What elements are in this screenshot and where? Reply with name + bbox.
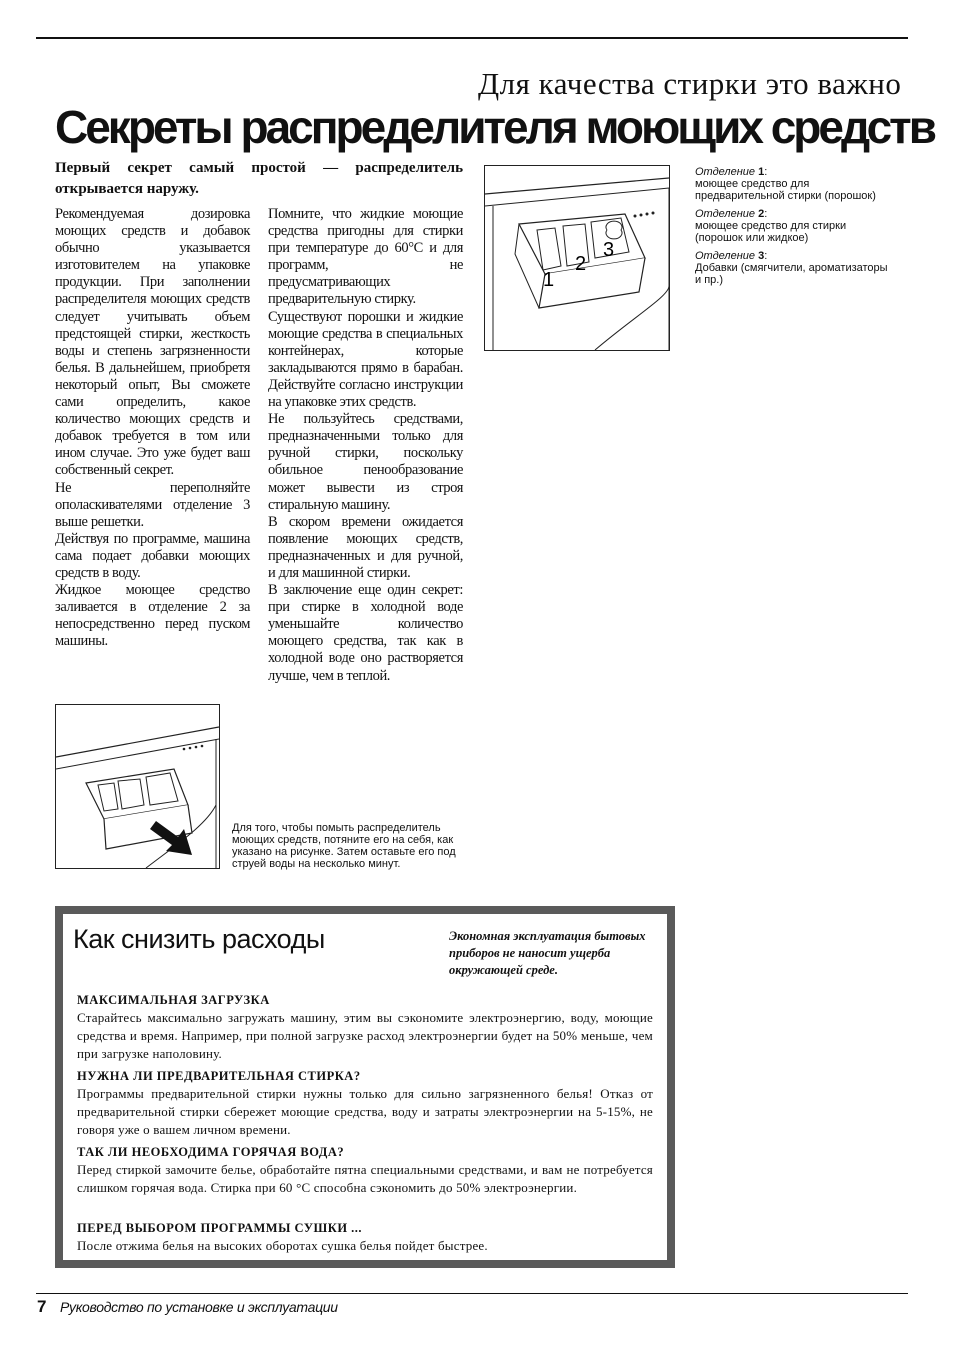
legend-text: Добавки (смягчители, ароматизаторы и пр.): [695, 262, 888, 286]
footer-title: Руководство по установке и эксплуатации: [60, 1299, 338, 1315]
section-heading: МАКСИМАЛЬНАЯ ЗАГРУЗКА: [77, 993, 270, 1007]
dispenser-removal-illustration: [55, 704, 220, 869]
savings-box-title: Как снизить расходы: [73, 924, 325, 954]
legend-term: Отделение: [695, 250, 756, 262]
dispenser-removal-drawing: [56, 705, 219, 868]
savings-section: [77, 1220, 653, 1255]
lead-paragraph: Первый секрет самый простой — распределитель открывается наружу.: [55, 160, 463, 197]
paragraph: В заключение еще один секрет: при стирке в холодной воде уменьшайте количество моющего средства, так как в холодной воде оно растворяется лучше, чем в теплой.: [268, 582, 463, 684]
compartment-legend: [695, 166, 895, 292]
section-text: После отжима белья на высоких оборотах сушка белья пойдет быстрее.: [77, 1238, 488, 1253]
footer-rule: [36, 1293, 908, 1294]
legend-item: Отделение 1: моющее средство для предварительной стирки (порошок): [695, 166, 876, 202]
compartment-label-3: 3: [603, 239, 615, 261]
paragraph: Не переполняйте ополаскивателями отделение 3 выше решетки.: [55, 479, 250, 530]
compartment-label-2: 2: [575, 253, 587, 275]
legend-term: Отделение: [695, 208, 756, 220]
section-heading: ТАК ЛИ НЕОБХОДИМА ГОРЯЧАЯ ВОДА?: [77, 1145, 345, 1159]
page-number: 7: [37, 1297, 47, 1316]
section-heading: НУЖНА ЛИ ПРЕДВАРИТЕЛЬНАЯ СТИРКА?: [77, 1069, 361, 1083]
savings-box: [55, 906, 675, 1268]
paragraph: Не пользуйтесь средствами, предназначенными только для ручной стирки, поскольку обильное пенообразование может вывести из строя стиральную машину.: [268, 411, 463, 513]
section-text: Перед стиркой замочите белье, обработайте пятна специальными средствами, и вам не потребуется слишком горячая вода. Стирка при 60 °C способна сэкономить до 50% электроэнергии.: [77, 1162, 653, 1195]
legend-term: Отделение: [695, 166, 756, 178]
legend-text: моющее средство для стирки (порошок или жидкое): [695, 220, 847, 244]
savings-box-content: [63, 914, 667, 1260]
section-text: Старайтесь максимально загружать машину, этим вы сэкономите электроэнергию, воду, моющие средства и время. Например, при полной загрузке расход электроэнергии будет на 50% меньше, чем при загрузке наполовину.: [77, 1010, 653, 1061]
legend-number: 3: [758, 250, 765, 262]
paragraph: Помните, что жидкие моющие средства пригодны для стирки при температуре до 60°C и для программ, не предусматривающих предварительную стирку.: [268, 206, 463, 308]
legend-item: Отделение 3: Добавки (смягчители, ароматизаторы и пр.): [695, 250, 888, 286]
dispenser-illustration: [484, 165, 670, 351]
paragraph: Рекомендуемая дозировка моющих средств и добавок обычно указывается изготовителем на упаковке продукции. При заполнении распределителя моющих средств следует учитывать объем предстоящей стирки, жесткость воды и степень загрязненности белья. В дальнейшем, приобретя некоторый опыт, Вы сможете сами определить, какое количество моющих средств и добавок требуется в том или ином случае. Это уже будет ваш собственный секрет.: [55, 206, 250, 479]
savings-section: [77, 992, 653, 1063]
paragraph: Существуют порошки и жидкие моющие средства в специальных контейнерах, которые закладываются прямо в барабан. Действуйте согласно инструкции на упаковке этих средств.: [268, 308, 463, 411]
top-rule: [36, 37, 908, 39]
savings-section: [77, 1068, 653, 1139]
paragraph: Действуя по программе, машина сама подает добавки моющих средств в воду.: [55, 530, 250, 581]
legend-number: 2: [758, 208, 765, 220]
text-column-right: [268, 206, 463, 685]
section-text: Программы предварительной стирки нужны только для сильно загрязненного белья! Отказ от предварительной стирки сбережет моющие средства, воду и затраты электроэнергии на 5-15%, не говоря уже о вашем личном времени.: [77, 1086, 653, 1137]
legend-number: 1: [758, 166, 765, 178]
text-column-left: [55, 206, 250, 650]
page-title: Секреты распределителя моющих средств: [55, 101, 934, 153]
section-kicker: Для качества стирки это важно: [478, 66, 902, 101]
legend-text: моющее средство для предварительной стирки (порошок): [695, 178, 876, 202]
paragraph: Жидкое моющее средство заливается в отделение 2 за непосредственно перед пуском машины.: [55, 582, 250, 650]
legend-item: Отделение 2: моющее средство для стирки (порошок или жидкое): [695, 208, 847, 244]
compartment-label-1: 1: [543, 269, 555, 291]
savings-box-note: Экономная эксплуатация бытовых приборов не наносит ущерба окружающей среде.: [449, 929, 646, 977]
figure-caption: Для того, чтобы помыть распределитель моющих средств, потяните его на себя, как указано на рисунке. Затем оставьте его под струей воды на несколько минут.: [232, 822, 456, 870]
section-heading: ПЕРЕД ВЫБОРОМ ПРОГРАММЫ СУШКИ ...: [77, 1221, 363, 1235]
paragraph: В скором времени ожидается появление моющих средств, предназначенных и для ручной, и для машинной стирки.: [268, 513, 463, 581]
dispenser-drawing: [485, 166, 669, 350]
savings-section: [77, 1144, 653, 1197]
